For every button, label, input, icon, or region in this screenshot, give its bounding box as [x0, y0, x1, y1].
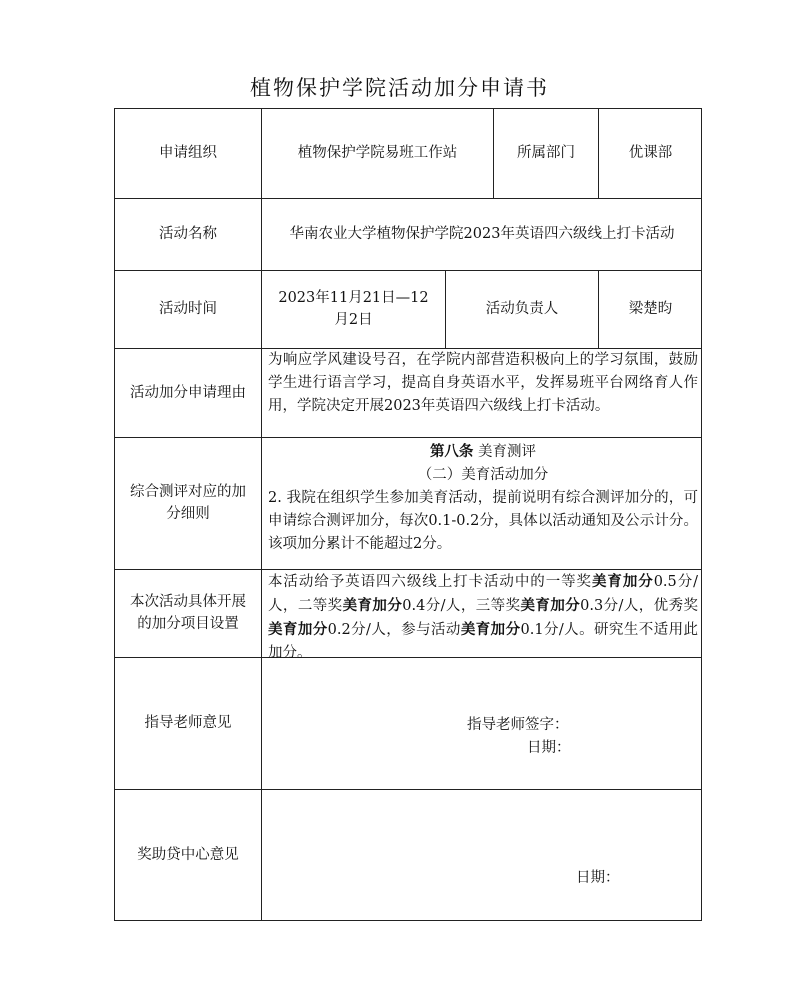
- bonus-text-seg: 0.4分/人，三等奖: [402, 598, 521, 614]
- bonus-settings-text: [268, 570, 698, 665]
- label-activity-time: 活动时间: [159, 301, 217, 317]
- label-bonus-settings: 本次活动具体开展的加分项目设置: [130, 594, 246, 632]
- bonus-text-seg: 0.1分/人。研究生不适用此加分。: [268, 622, 698, 661]
- article-name: 美育测评: [478, 444, 537, 460]
- article-title: 第八条: [429, 443, 474, 460]
- bonus-emphasis: 美育加分: [591, 573, 654, 590]
- activity-name-value: 华南农业大学植物保护学院2023年英语四六级线上打卡活动: [289, 226, 675, 242]
- bonus-text-seg: 本活动给予英语四六级线上打卡活动中的一等奖: [268, 574, 592, 590]
- label-activity-lead: 活动负责人: [485, 301, 559, 317]
- label-activity-name: 活动名称: [159, 226, 217, 242]
- article-section: （二）美育活动加分: [417, 467, 549, 483]
- advisor-date-label: 日期：: [527, 740, 571, 756]
- bonus-emphasis: 美育加分: [268, 621, 328, 638]
- bonus-text-seg: 0.2分/人，参与活动: [327, 622, 461, 638]
- activity-time-value: 2023年11月21日—12月2日: [278, 290, 429, 328]
- bonus-emphasis: 美育加分: [520, 597, 581, 614]
- evaluation-rules-block: [268, 440, 698, 556]
- aid-center-date-label: 日期：: [576, 870, 620, 886]
- article-heading: [268, 440, 698, 464]
- bonus-emphasis: 美育加分: [342, 597, 403, 614]
- bonus-emphasis: 美育加分: [460, 621, 521, 638]
- department-value: 优课部: [628, 145, 673, 161]
- label-aid-center-opinion: 奖助贷中心意见: [137, 847, 239, 863]
- activity-lead-value: 梁楚昀: [628, 301, 673, 317]
- label-advisor-opinion: 指导老师意见: [144, 715, 232, 731]
- advisor-signature-label: 指导老师签字：: [467, 717, 569, 733]
- page-title: 植物保护学院活动加分申请书: [250, 76, 549, 100]
- application-reason-text: 为响应学风建设号召，在学院内部营造积极向上的学习氛围，鼓励学生进行语言学习，提高自身英语水平，发挥易班平台网络育人作用，学院决定开展2023年英语四六级线上打卡活动。: [268, 352, 698, 414]
- label-department: 所属部门: [517, 145, 575, 161]
- label-applicant-org: 申请组织: [159, 145, 217, 161]
- label-application-reason: 活动加分申请理由: [130, 384, 246, 401]
- evaluation-rules-text: 2. 我院在组织学生参加美育活动，提前说明有综合测评加分的，可申请综合测评加分，每次0.1-0.2分，具体以活动通知及公示计分。该项加分累计不能超过2分。: [268, 490, 698, 552]
- bonus-text-seg: 0.3分/人，优秀奖: [580, 598, 698, 614]
- label-evaluation-rules: 综合测评对应的加分细则: [130, 484, 246, 522]
- applicant-org-value: 植物保护学院易班工作站: [297, 145, 458, 161]
- bonus-text-seg: 0.5分/人，二等奖: [268, 574, 699, 614]
